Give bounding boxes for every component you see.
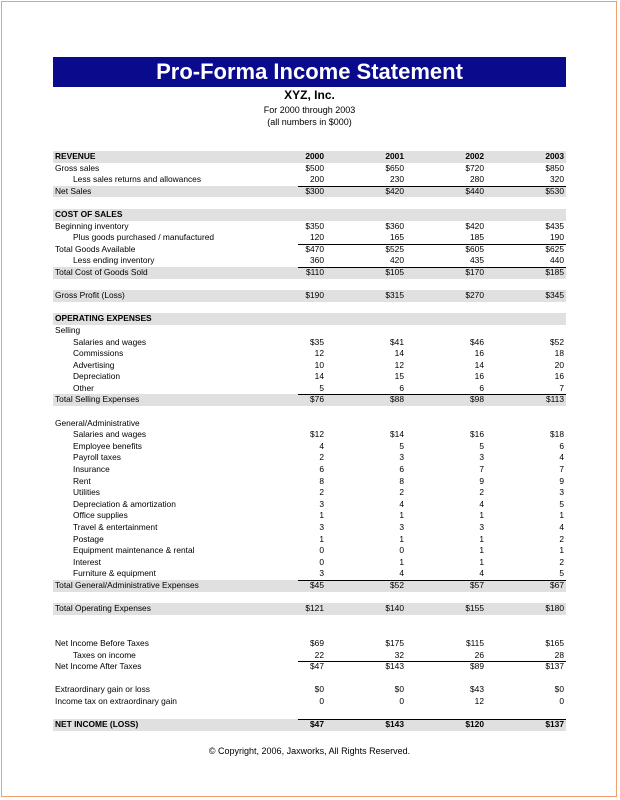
statement-row [53,394,566,406]
row-value-3: $137 [545,719,564,730]
row-label: Gross Profit (Loss) [55,290,125,301]
row-value-1: 8 [399,475,404,486]
statement-title: Pro-Forma Income Statement [53,57,566,87]
statement-row [53,684,566,696]
row-value-2: 16 [474,371,484,382]
row-value-1: 4 [399,498,404,509]
row-value-2: 2 [479,487,484,498]
row-value-1: 420 [390,255,404,266]
row-value-3: $113 [545,394,564,405]
row-value-3: 0 [559,695,564,706]
row-label: Total Operating Expenses [55,603,151,614]
row-value-1: $52 [390,579,404,590]
row-value-2: $98 [470,394,484,405]
row-value-0: $470 [305,243,324,254]
row-value-2: 435 [470,255,484,266]
row-value-1: $175 [385,637,404,648]
statement-row [53,441,566,453]
row-label: Salaries and wages [73,336,147,347]
row-value-3: 1 [559,545,564,556]
row-label: Net Sales [55,185,92,196]
statement-row [53,522,566,534]
row-value-2: 26 [474,649,484,660]
row-value-2: 1 [479,510,484,521]
row-value-0: $110 [305,266,324,277]
row-label: Less sales returns and allowances [73,174,202,185]
row-value-0: $121 [305,603,324,614]
row-value-0: 0 [319,545,324,556]
row-value-2: 280 [470,174,484,185]
statement-row [53,603,566,615]
row-value-3: 2 [559,556,564,567]
row-value-1: $143 [385,719,404,730]
row-value-3: 28 [554,649,564,660]
row-value-2: $270 [465,290,484,301]
row-value-3: $180 [545,603,564,614]
row-value-0: 120 [310,232,324,243]
row-value-1: $143 [385,661,404,672]
row-label: Employee benefits [73,440,142,451]
row-label: Selling [55,324,81,335]
row-value-0: 6 [319,464,324,475]
row-value-0: $0 [314,684,324,695]
row-value-2: 12 [474,695,484,706]
row-label: Interest [73,556,101,567]
row-value-3: 3 [559,487,564,498]
row-value-1: $525 [385,243,404,254]
row-value-3: $18 [550,429,564,440]
row-value-2: $155 [465,603,484,614]
row-value-2: 7 [479,464,484,475]
row-value-0: 10 [314,359,324,370]
row-label: Rent [73,475,91,486]
row-label: Insurance [73,464,110,475]
row-value-1: 1 [399,510,404,521]
row-value-1: 5 [399,440,404,451]
spacer-row [53,279,566,291]
row-value-2: 5 [479,440,484,451]
row-value-3: $52 [550,336,564,347]
row-value-0: $12 [310,429,324,440]
row-value-1: 1 [399,533,404,544]
row-label: Gross sales [55,162,100,173]
row-label: General/Administrative [55,417,140,428]
row-label: Depreciation & amortization [73,498,176,509]
spacer-row [53,302,566,314]
row-value-2: 3 [479,522,484,532]
row-value-3: $165 [545,637,564,648]
row-value-2: $43 [470,684,484,695]
row-value-2: 16 [474,348,484,359]
row-value-2: $46 [470,336,484,347]
row-value-3: $0 [554,684,564,695]
row-value-0: 3 [319,498,324,509]
statement-row [53,476,566,488]
row-label: Net Income After Taxes [55,661,142,672]
row-value-3: 440 [550,255,564,266]
statement-row [53,487,566,499]
statement-row [53,221,566,233]
row-value-1: 2001 [385,151,404,161]
row-value-2: 1 [479,533,484,544]
statement-row [53,545,566,557]
statement-row [53,209,566,221]
row-value-2: $120 [465,719,484,730]
row-value-2: 1 [479,556,484,567]
row-label: Advertising [73,359,115,370]
spacer-row [53,708,566,720]
row-value-0: $35 [310,336,324,347]
row-value-3: $185 [545,266,564,277]
statement-row [53,348,566,360]
row-label: Total Selling Expenses [55,394,140,405]
row-value-3: 1 [559,510,564,521]
spacer-row [53,406,566,418]
row-value-3: 7 [559,464,564,475]
row-value-3: 9 [559,475,564,486]
statement-row [53,383,566,395]
row-label: Total Goods Available [55,243,136,254]
row-label: Salaries and wages [73,429,147,440]
row-value-3: 16 [554,371,564,382]
row-value-1: 1 [399,556,404,567]
row-value-0: 1 [319,533,324,544]
row-value-1: 14 [394,348,404,359]
statement-row [53,719,566,731]
statement-row [53,371,566,383]
row-label: Less ending inventory [73,255,155,266]
row-value-0: 12 [314,348,324,359]
statement-row [53,186,566,198]
row-value-2: $57 [470,579,484,590]
row-label: Taxes on income [73,649,136,660]
statement-row [53,244,566,256]
row-label: Total Cost of Goods Sold [55,266,148,277]
income-statement-table [53,151,566,731]
row-value-1: 3 [399,522,404,532]
row-value-2: 6 [479,382,484,393]
row-value-2: $420 [465,220,484,231]
row-value-0: $500 [305,162,324,173]
row-label: Furniture & equipment [73,568,156,579]
row-value-3: 6 [559,440,564,451]
row-value-1: $360 [385,220,404,231]
row-label: Net Income Before Taxes [55,637,149,648]
row-value-2: 4 [479,568,484,579]
row-value-3: 320 [550,174,564,185]
row-value-3: 4 [559,522,564,532]
row-label: Equipment maintenance & rental [73,545,195,556]
row-value-1: 3 [399,452,404,463]
row-value-2: $440 [465,185,484,196]
spacer-row [53,197,566,209]
statement-row [53,163,566,175]
row-value-1: $41 [390,336,404,347]
row-value-1: 32 [394,649,404,660]
row-value-1: $14 [390,429,404,440]
statement-units: (all numbers in $000) [267,117,352,127]
row-label: Income tax on extraordinary gain [55,695,177,706]
row-value-3: 2003 [545,151,564,161]
statement-row [53,360,566,372]
statement-row [53,580,566,592]
row-value-2: 185 [470,232,484,243]
row-value-3: $530 [545,185,564,196]
row-value-0: 360 [310,255,324,266]
row-value-3: 190 [550,232,564,243]
row-value-0: $190 [305,290,324,301]
row-value-1: $88 [390,394,404,405]
spacer-row [53,615,566,627]
row-value-2: 2002 [465,151,484,161]
statement-row [53,151,566,163]
row-value-0: $350 [305,220,324,231]
row-label: Postage [73,533,104,544]
row-value-1: $0 [394,684,404,695]
row-value-1: 15 [394,371,404,382]
statement-row [53,510,566,522]
row-value-1: 12 [394,359,404,370]
row-value-2: 1 [479,545,484,556]
row-value-2: $720 [465,162,484,173]
row-value-1: $650 [385,162,404,173]
row-value-3: $345 [545,290,564,301]
row-value-2: 3 [479,452,484,463]
row-label: Beginning inventory [55,220,129,231]
spacer-row [53,592,566,604]
row-value-1: 0 [399,545,404,556]
row-value-0: 5 [319,382,324,393]
row-value-3: $625 [545,243,564,254]
row-value-0: $76 [310,394,324,405]
spacer-row [53,673,566,685]
row-value-0: 1 [319,510,324,521]
statement-row [53,174,566,186]
row-value-1: 2 [399,487,404,498]
row-value-1: $105 [385,266,404,277]
statement-row [53,255,566,267]
statement-row [53,429,566,441]
row-value-0: 2000 [305,151,324,161]
statement-row [53,313,566,325]
row-label: Depreciation [73,371,121,382]
row-value-3: $67 [550,579,564,590]
row-value-0: 22 [314,649,324,660]
row-value-2: $605 [465,243,484,254]
statement-row [53,534,566,546]
row-value-1: 0 [399,695,404,706]
statement-row [53,267,566,279]
row-value-0: 2 [319,452,324,463]
row-value-0: 200 [310,174,324,185]
row-value-3: 5 [559,498,564,509]
row-value-0: $69 [310,637,324,648]
row-label: Extraordinary gain or loss [55,684,150,695]
row-label: Commissions [73,348,124,359]
row-value-2: $170 [465,266,484,277]
statement-row [53,290,566,302]
row-value-3: $850 [545,162,564,173]
row-value-3: 18 [554,348,564,359]
statement-row [53,557,566,569]
row-value-2: 14 [474,359,484,370]
statement-row [53,464,566,476]
row-label: Payroll taxes [73,452,121,463]
row-value-1: 4 [399,568,404,579]
statement-row [53,232,566,244]
row-value-0: $45 [310,579,324,590]
row-value-0: 14 [314,371,324,382]
row-value-0: $300 [305,185,324,196]
statement-row [53,638,566,650]
row-label: Travel & entertainment [73,522,158,532]
row-value-3: 2 [559,533,564,544]
row-value-0: 8 [319,475,324,486]
statement-period: For 2000 through 2003 [263,105,356,115]
statement-row [53,661,566,673]
row-label: Plus goods purchased / manufactured [73,232,215,243]
statement-row [53,418,566,430]
row-value-3: 5 [559,568,564,579]
copyright-notice: © Copyright, 2006, Jaxworks, All Rights Reserved. [208,746,411,756]
row-label: COST OF SALES [55,208,123,219]
row-value-1: 6 [399,464,404,475]
row-value-3: $435 [545,220,564,231]
row-value-1: $315 [385,290,404,301]
row-value-1: $420 [385,185,404,196]
row-value-1: $140 [385,603,404,614]
row-label: Office supplies [73,510,128,521]
row-value-2: 4 [479,498,484,509]
row-value-3: 7 [559,382,564,393]
row-value-0: 2 [319,487,324,498]
statement-row [53,499,566,511]
statement-row [53,650,566,662]
row-value-2: $115 [465,637,484,648]
row-value-2: 9 [479,475,484,486]
row-value-3: 4 [559,452,564,463]
row-value-0: 0 [319,695,324,706]
statement-row [53,337,566,349]
row-value-0: $47 [310,661,324,672]
spacer-row [53,626,566,638]
statement-row [53,568,566,580]
row-value-3: 20 [554,359,564,370]
row-value-0: $47 [310,719,324,730]
row-value-1: 6 [399,382,404,393]
statement-row [53,696,566,708]
company-name: XYZ, Inc. [284,88,335,102]
row-value-1: 230 [390,174,404,185]
row-label: Other [73,382,94,393]
row-value-0: 3 [319,522,324,532]
row-label: Total General/Administrative Expenses [55,579,199,590]
row-value-0: 3 [319,568,324,579]
row-value-2: $89 [470,661,484,672]
row-label: NET INCOME (LOSS) [55,719,139,730]
statement-row [53,325,566,337]
row-label: REVENUE [55,151,96,161]
row-value-2: $16 [470,429,484,440]
row-value-3: $137 [545,661,564,672]
row-value-0: 4 [319,440,324,451]
row-label: Utilities [73,487,100,498]
row-label: OPERATING EXPENSES [55,313,152,324]
statement-row [53,452,566,464]
row-value-1: 165 [390,232,404,243]
row-value-0: 0 [319,556,324,567]
